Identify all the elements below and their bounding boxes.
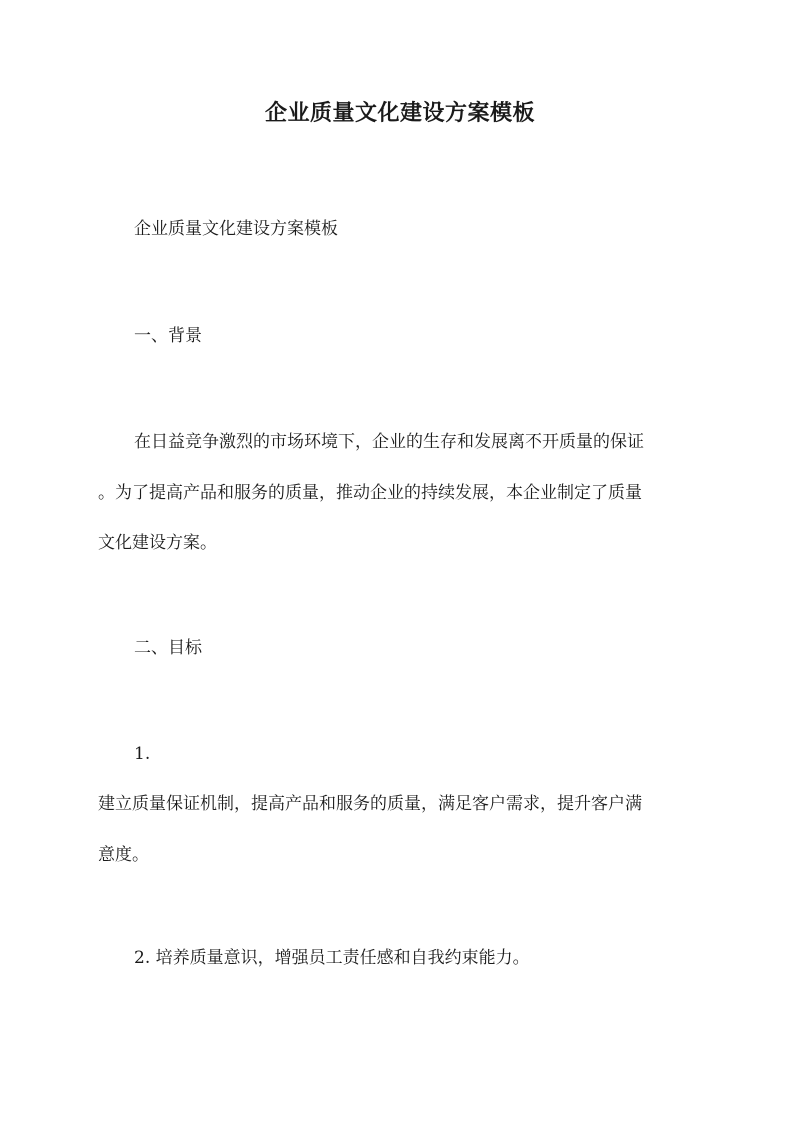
section-heading-background: 一、背景 — [134, 326, 202, 346]
section-heading-goals: 二、目标 — [134, 638, 202, 658]
goal-item-number: 1. — [134, 744, 151, 764]
background-paragraph-line: 文化建设方案。 — [98, 533, 217, 553]
document-title: 企业质量文化建设方案模板 — [264, 100, 535, 126]
goal-item-line: 建立质量保证机制，提高产品和服务的质量，满足客户需求，提升客户满 — [98, 794, 642, 814]
document-subtitle: 企业质量文化建设方案模板 — [134, 219, 338, 239]
goal-item: 2. 培养质量意识，增强员工责任感和自我约束能力。 — [134, 948, 530, 968]
background-paragraph-line: 。为了提高产品和服务的质量，推动企业的持续发展，本企业制定了质量 — [98, 483, 642, 503]
goal-item-line: 意度。 — [98, 845, 149, 865]
background-paragraph-line: 在日益竞争激烈的市场环境下，企业的生存和发展离不开质量的保证 — [134, 432, 644, 452]
